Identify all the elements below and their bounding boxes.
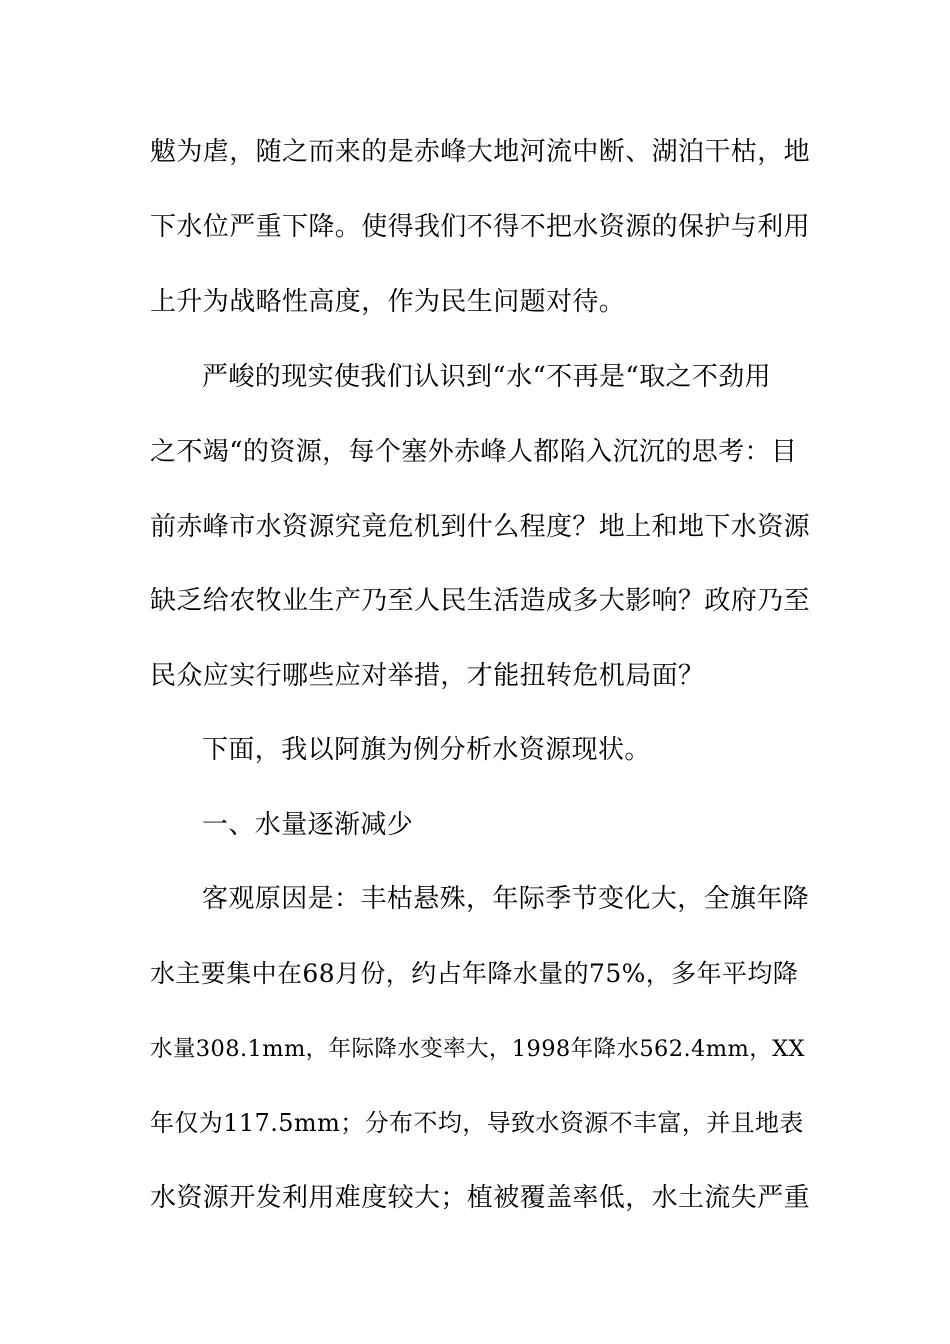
text-line: 魃为虐，随之而来的是赤峰大地河流中断、湖泊干枯，地 [150, 137, 811, 167]
text-line: 上升为战略性高度，作为民生问题对待。 [150, 287, 626, 317]
section-heading: 一、水量逐渐减少 [202, 810, 414, 840]
text-line: 之不竭“的资源，每个塞外赤峰人都陷入沉沉的思考：目 [150, 437, 798, 467]
paragraph-first-line: 严峻的现实使我们认识到“水“不再是“取之不劲用 [202, 362, 772, 392]
text-line: 年仅为117.5mm；分布不均，导致水资源不丰富，并且地表 [150, 1109, 804, 1137]
text-line: 水主要集中在68月份，约占年降水量的75%，多年平均降 [150, 959, 799, 988]
paragraph-first-line: 下面，我以阿旗为例分析水资源现状。 [202, 735, 651, 765]
text-line: 水量308.1mm，年际降水变率大，1998年降水562.4mm，XX [150, 1036, 805, 1062]
text-line: 下水位严重下降。使得我们不得不把水资源的保护与利用 [150, 212, 811, 242]
text-line: 缺乏给农牧业生产乃至人民生活造成多大影响？政府乃至 [150, 586, 811, 616]
text-line: 民众应实行哪些应对举措，才能扭转危机局面？ [150, 661, 705, 691]
text-line: 前赤峰市水资源究竟危机到什么程度？地上和地下水资源 [150, 512, 811, 542]
text-line: 水资源开发利用难度较大；植被覆盖率低，水土流失严重 [150, 1183, 811, 1213]
paragraph-first-line: 客观原因是：丰枯悬殊，年际季节变化大，全旗年降 [202, 884, 810, 914]
